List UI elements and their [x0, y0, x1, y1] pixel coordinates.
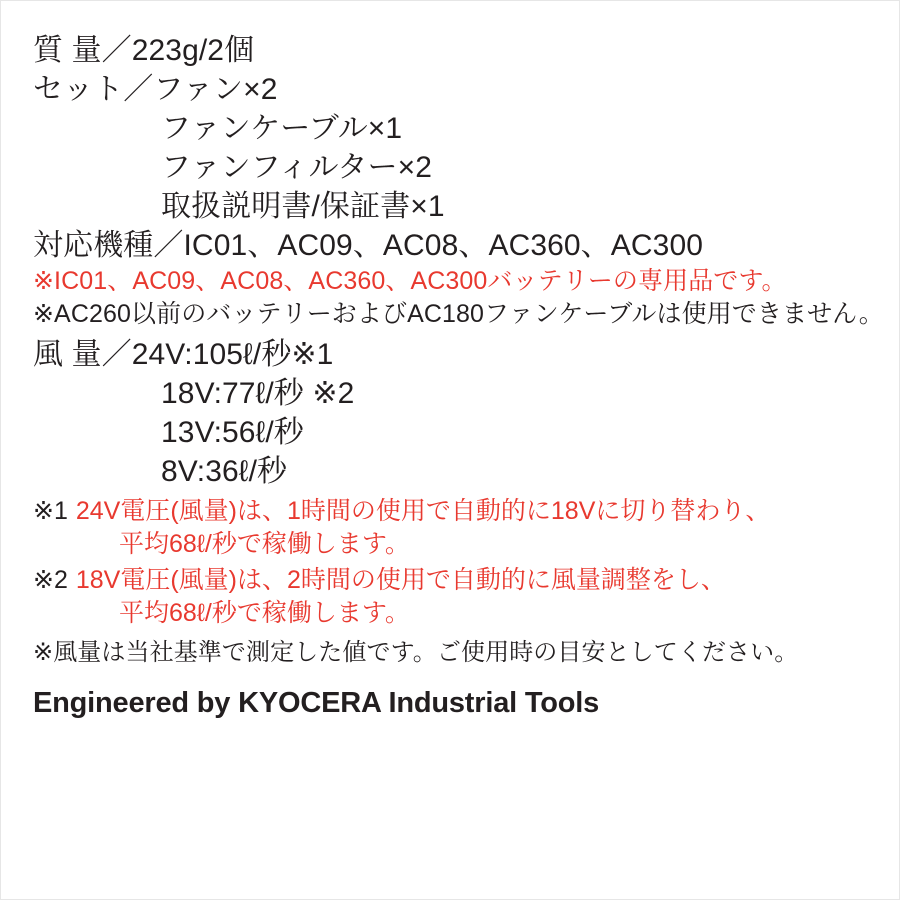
measurement-note: ※風量は当社基準で測定した値です。ご使用時の目安としてください。	[33, 639, 799, 666]
airflow-row: 8V:36ℓ/秒	[161, 455, 288, 488]
footnote-1-text: 24V電圧(風量)は、1時間の使用で自動的に18Vに切り替わり、	[75, 497, 771, 525]
weight-line: 質 量／223g/2個	[33, 34, 255, 67]
footnote-2-text: 18V電圧(風量)は、2時間の使用で自動的に風量調整をし、	[75, 566, 726, 594]
footnote-2	[33, 564, 871, 597]
footnote-1-text-continued: 平均68ℓ/秒で稼働します。	[119, 529, 410, 558]
footnote-2-text-continued: 平均68ℓ/秒で稼働します。	[119, 598, 410, 627]
footnote-1	[33, 495, 871, 528]
brand-line: Engineered by KYOCERA Industrial Tools	[33, 686, 600, 719]
footnote-2-marker: ※2	[33, 566, 68, 594]
airflow-row: 13V:56ℓ/秒	[161, 416, 304, 449]
set-contents-item: 取扱説明書/保証書×1	[161, 190, 445, 223]
compat-note-unsupported: ※AC260以前のバッテリーおよびAC180ファンケーブルは使用できません。	[33, 300, 884, 328]
set-contents-item: ファンフィルター×2	[161, 151, 433, 184]
set-contents-item: ファンケーブル×1	[161, 112, 403, 145]
set-contents-first-line: セット／ファン×2	[33, 73, 278, 106]
airflow-row: 18V:77ℓ/秒 ※2	[161, 377, 355, 410]
airflow-first-line: 風 量／24V:105ℓ/秒※1	[33, 338, 334, 371]
compatible-models-line: 対応機種／IC01、AC09、AC08、AC360、AC300	[33, 229, 704, 262]
compat-note-exclusive: ※IC01、AC09、AC08、AC360、AC300バッテリーの専用品です。	[33, 267, 787, 295]
footnote-1-marker: ※1	[33, 497, 68, 525]
